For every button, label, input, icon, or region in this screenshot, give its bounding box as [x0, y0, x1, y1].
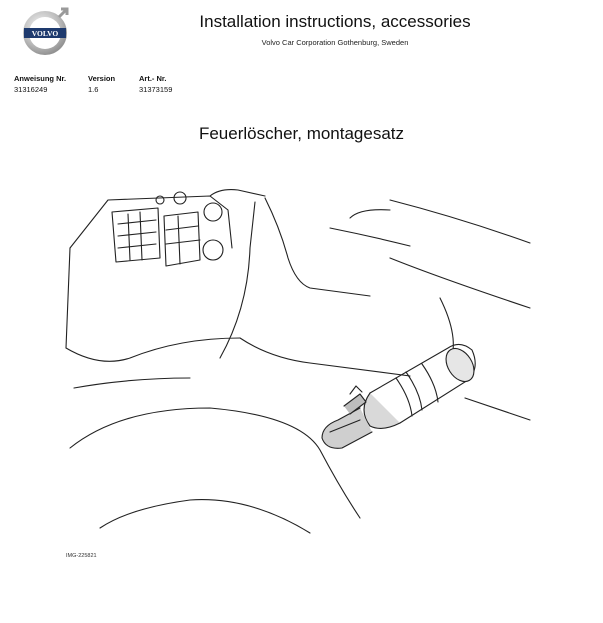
version-value: 1.6	[88, 85, 99, 94]
header-title: Installation instructions, accessories	[199, 12, 471, 31]
article-label: Art.- Nr.	[139, 74, 167, 83]
fire-extinguisher-illustration	[60, 188, 540, 548]
instruction-value: 31316249	[14, 85, 48, 94]
instruction-label: Anweisung Nr.	[14, 74, 67, 83]
version-label: Version	[88, 74, 116, 83]
logo-wordmark: VOLVO	[31, 29, 59, 38]
document-title: Feuerlöscher, montagesatz	[198, 124, 405, 143]
volvo-logo	[20, 6, 72, 58]
meta-version	[88, 73, 115, 95]
header-subtitle: Volvo Car Corporation Gothenburg, Sweden	[261, 38, 409, 47]
image-id: IMG-225821	[66, 553, 97, 559]
article-value: 31373159	[139, 85, 173, 94]
meta-article	[139, 73, 172, 95]
meta-instruction	[14, 73, 66, 95]
